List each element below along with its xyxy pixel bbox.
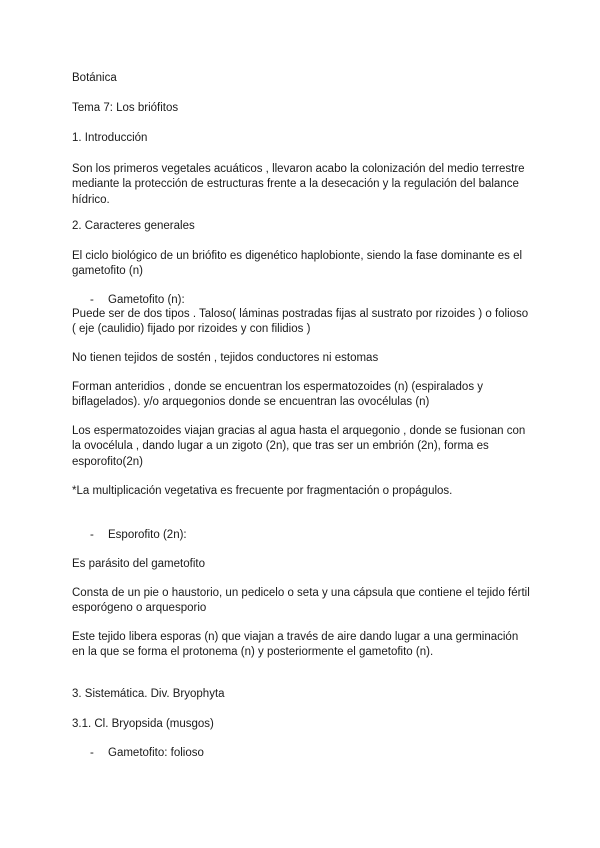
esporofito-bullet-label: Esporofito (2n): <box>108 529 187 541</box>
section-1-heading: 1. Introducción <box>72 132 148 144</box>
gametofito-bullet-label: Gametofito (n): <box>108 294 185 306</box>
topic-title: Tema 7: Los briófitos <box>72 102 179 114</box>
gametofito-bullet <box>90 293 185 308</box>
anteridios-paragraph: Forman anteridios , donde se encuentran los espermatozoides (n) (espiralados y biflagelados). y/o arquegonios donde se encuentran las ovocélulas (n) <box>72 381 484 409</box>
section-3-1-heading: 3.1. Cl. Bryopsida (musgos) <box>72 718 214 730</box>
gametofito-folioso-bullet <box>90 746 204 761</box>
gametofito-description: Puede ser de dos tipos . Taloso( láminas postradas fijas al sustrato por rizoides ) o folioso ( eje (caulidio) fijado por rizoides y con filidios ) <box>72 308 529 336</box>
multiplicacion-note: *La multiplicación vegetativa es frecuente por fragmentación o propágulos. <box>72 485 453 497</box>
no-tejidos-paragraph: No tienen tejidos de sostén , tejidos conductores ni estomas <box>72 352 379 364</box>
parasito-paragraph: Es parásito del gametofito <box>72 558 205 570</box>
bullet-dash: - <box>90 529 94 541</box>
section-2-heading: 2. Caracteres generales <box>72 220 195 232</box>
section-3-heading: 3. Sistemática. Div. Bryophyta <box>72 688 225 700</box>
espermatozoides-paragraph: Los espermatozoides viajan gracias al agua hasta el arquegonio , donde se fusionan con la ovocélula , dando lugar a un zigoto (2n), que tras ser un embrión (2n), forma es esporofito(2n) <box>72 425 526 468</box>
tejido-libera-paragraph: Este tejido libera esporas (n) que viajan a través de aire dando lugar a una germinación en la que se forma el protonema (n) y posteriormente el gametofito (n). <box>72 631 519 659</box>
biological-cycle-paragraph: El ciclo biológico de un briófito es digenético haplobionte, siendo la fase dominante es el gametofito (n) <box>72 250 523 278</box>
subject-title: Botánica <box>72 72 117 84</box>
bullet-dash: - <box>90 294 94 306</box>
esporofito-bullet <box>90 528 187 543</box>
consta-paragraph: Consta de un pie o haustorio, un pedicelo o seta y una cápsula que contiene el tejido fértil esporógeno o arquesporio <box>72 587 530 615</box>
introduction-paragraph: Son los primeros vegetales acuáticos , llevaron acabo la colonización del medio terrestre mediante la protección de estructuras frente a la desecación y la regulación del balance hídrico. <box>72 163 525 206</box>
bullet-dash: - <box>90 747 94 759</box>
gametofito-folioso-label: Gametofito: folioso <box>108 747 204 759</box>
